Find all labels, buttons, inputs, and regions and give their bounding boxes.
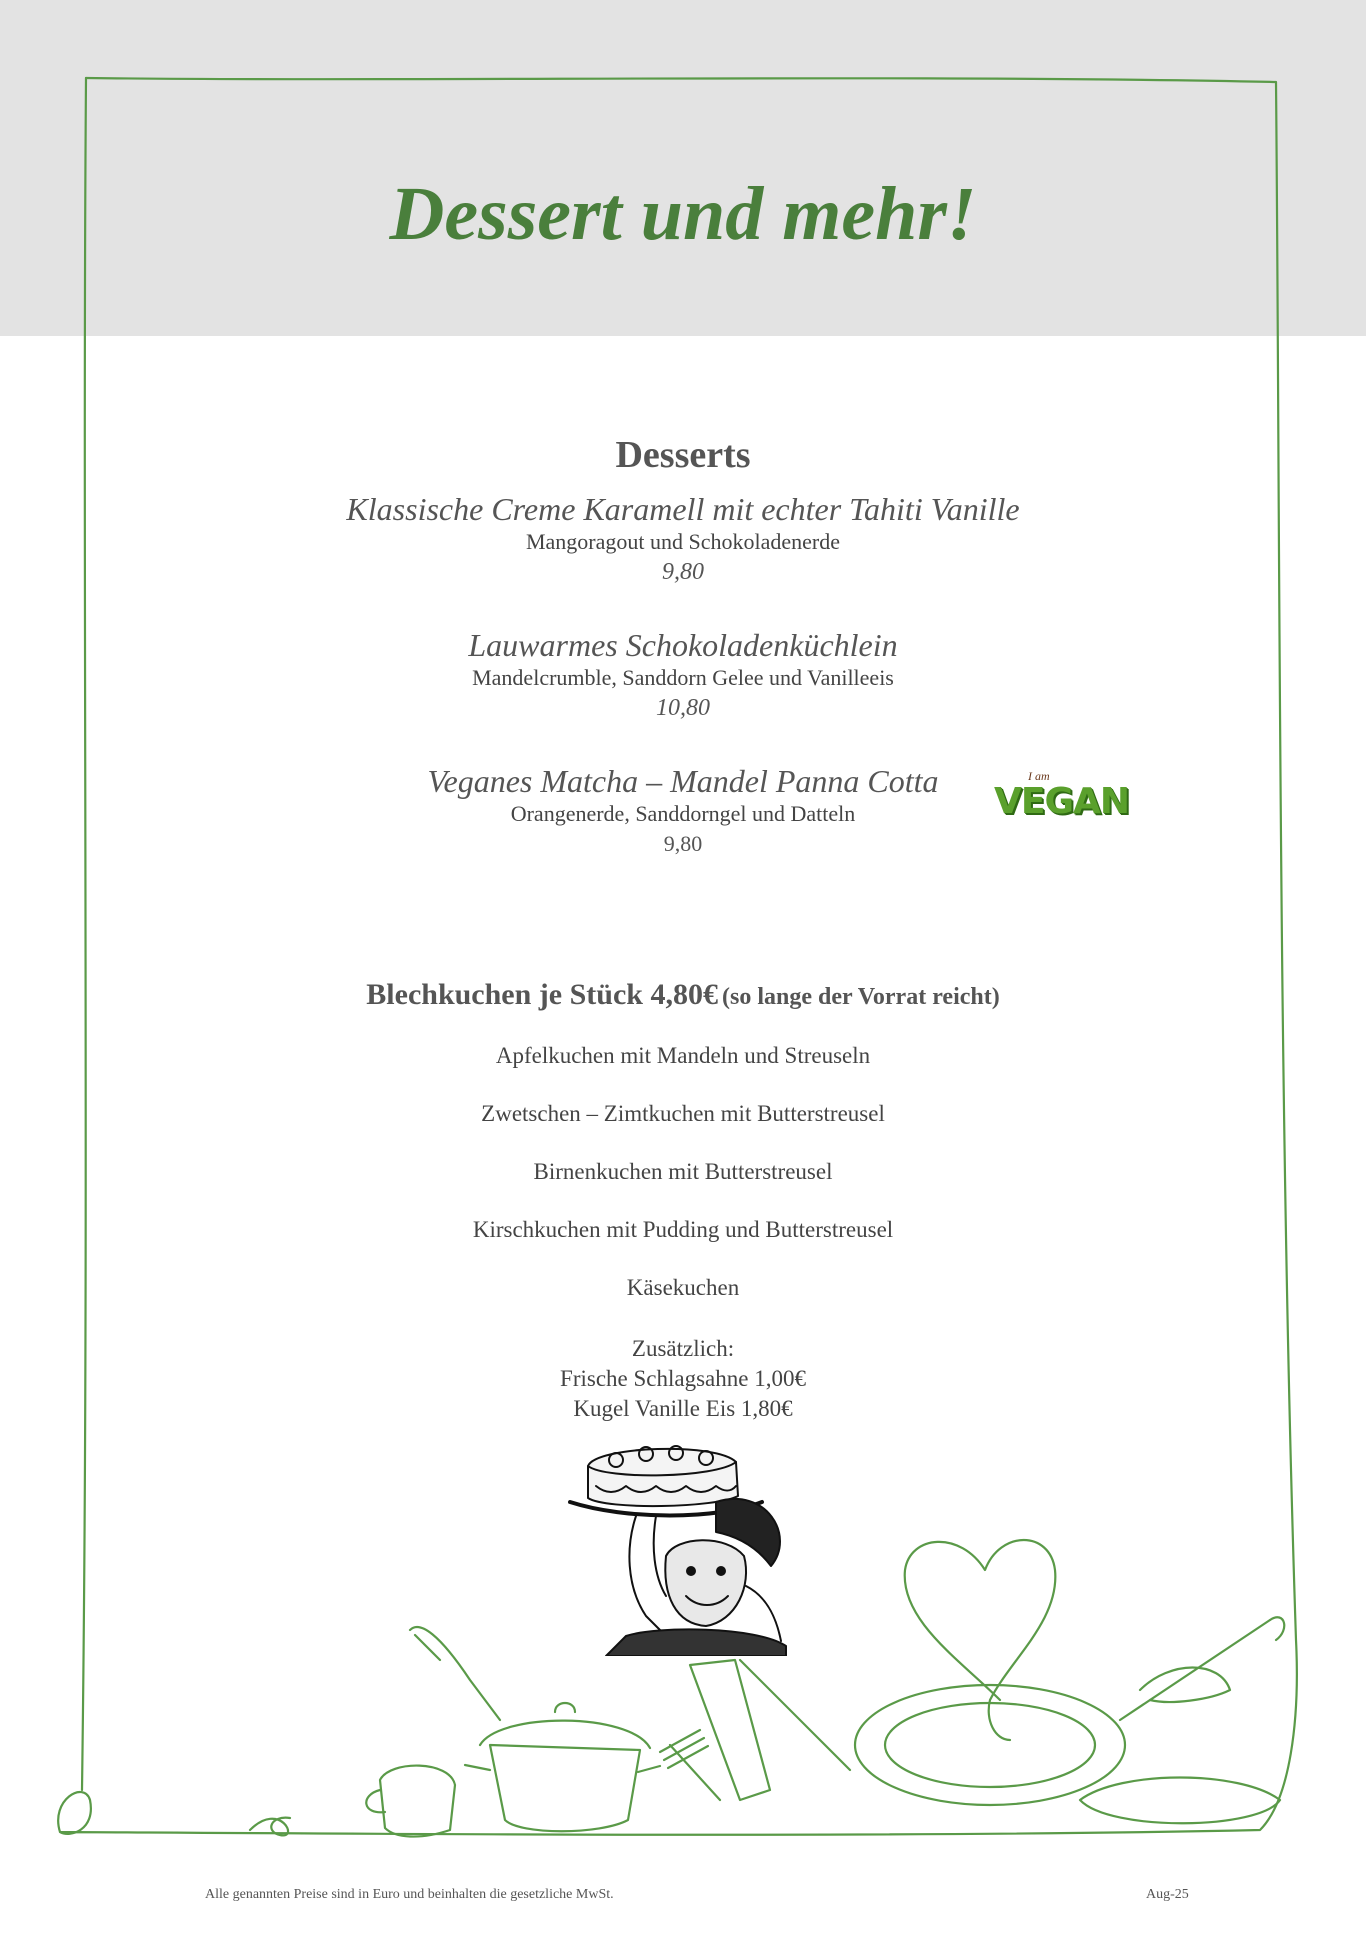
- dessert-name: Lauwarmes Schokoladenküchlein: [468, 627, 898, 663]
- cake-item: Zwetschen – Zimtkuchen mit Butterstreusel: [481, 1101, 885, 1126]
- desserts-section-title: Desserts: [615, 434, 751, 476]
- extra-item: Kugel Vanille Eis 1,80€: [573, 1396, 793, 1421]
- dessert-name: Veganes Matcha – Mandel Panna Cotta: [427, 763, 939, 799]
- dessert-price: 9,80: [663, 831, 703, 856]
- extra-item: Frische Schlagsahne 1,00€: [560, 1366, 806, 1391]
- extras-block: [0, 1334, 1366, 1424]
- dessert-price: 9,80: [662, 559, 704, 585]
- extras-label: Zusätzlich:: [631, 1336, 735, 1361]
- dessert-item: [0, 626, 1366, 724]
- blechkuchen-note: (so lange der Vorrat reicht): [721, 984, 1000, 1010]
- baker-with-cake-illustration: [566, 1436, 796, 1656]
- date-code: Aug-25: [1146, 1887, 1189, 1902]
- dessert-item: [0, 762, 1366, 860]
- vegan-badge: [990, 770, 1135, 830]
- blechkuchen-title: [0, 978, 1366, 1017]
- cake-item: Kirschkuchen mit Pudding und Butterstreusel: [472, 1217, 894, 1242]
- dessert-price: 10,80: [656, 695, 710, 721]
- cake-item: Käsekuchen: [626, 1275, 740, 1300]
- blechkuchen-title-text: Blechkuchen je Stück 4,80€: [366, 978, 718, 1011]
- dessert-item: [0, 490, 1366, 588]
- page-title: Dessert und mehr!: [389, 172, 977, 256]
- vegan-badge-label: VEGAN: [994, 781, 1129, 822]
- dessert-description: Orangenerde, Sanddorngel und Datteln: [510, 801, 856, 826]
- price-disclaimer: Alle genannten Preise sind in Euro und beinhalten die gesetzliche MwSt.: [205, 1887, 614, 1902]
- dessert-description: Mandelcrumble, Sanddorn Gelee und Vanilleeis: [472, 665, 894, 690]
- dessert-description: Mangoragout und Schokoladenerde: [525, 529, 841, 554]
- header-band: [0, 0, 1366, 336]
- cake-item: Apfelkuchen mit Mandeln und Streuseln: [495, 1043, 871, 1068]
- vegan-badge-small-text: I am: [1028, 769, 1050, 783]
- cake-item: Birnenkuchen mit Butterstreusel: [533, 1159, 833, 1184]
- dessert-name: Klassische Creme Karamell mit echter Tahiti Vanille: [346, 491, 1020, 527]
